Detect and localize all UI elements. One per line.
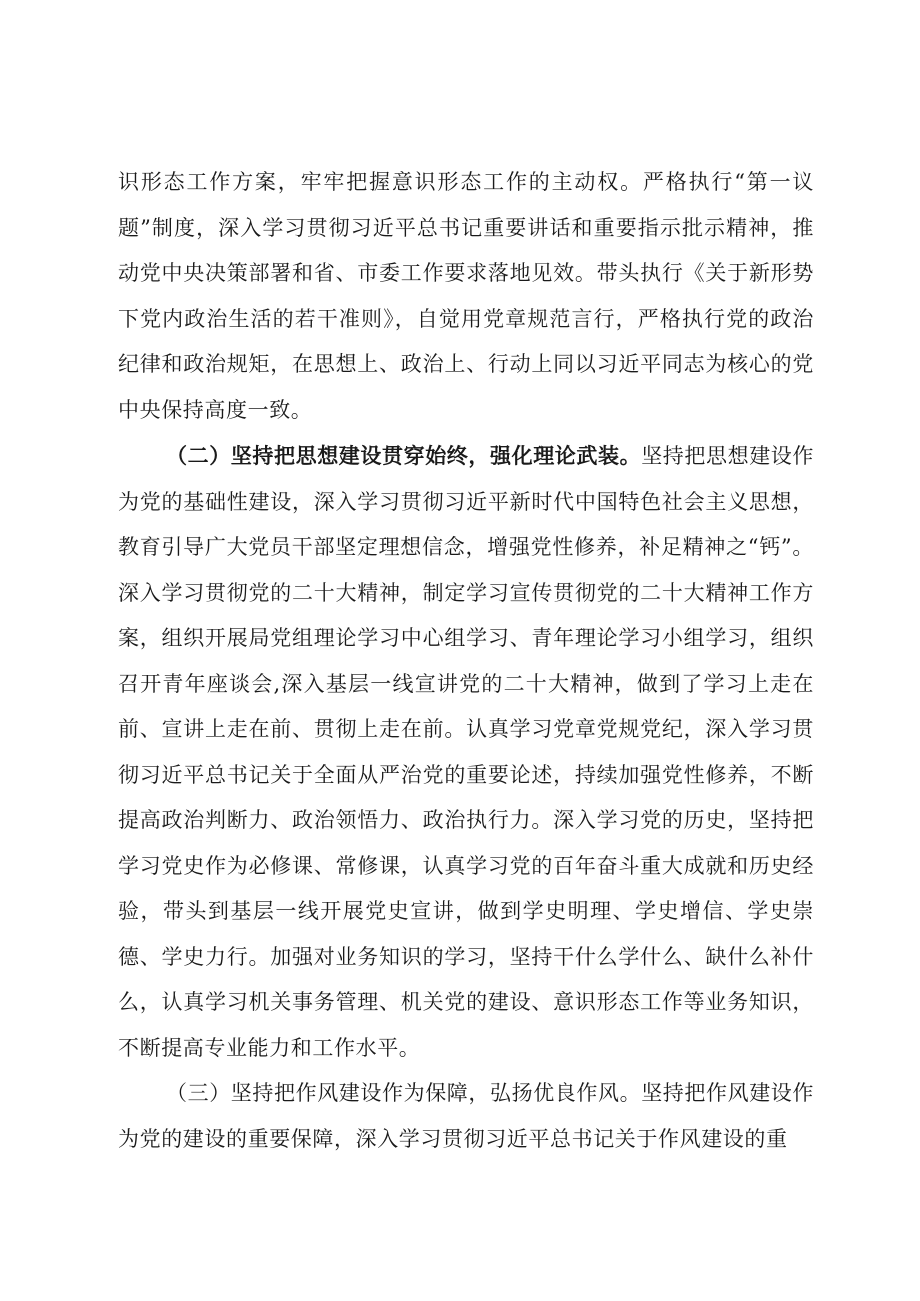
paragraph-3-text: （三）坚持把作风建设作为保障，弘扬优良作风。坚持把作风建设作为党的建设的重要保障，深入学习贯彻习近平总书记关于作风建设的重	[118, 1081, 814, 1151]
document-body	[118, 160, 814, 1162]
paragraph-1	[118, 160, 814, 433]
paragraph-3	[118, 1071, 814, 1162]
paragraph-2-text: 坚持把思想建设作为党的基础性建设，深入学习贯彻习近平新时代中国特色社会主义思想，教育引导广大党员干部坚定理想信念，增强党性修养，补足精神之“钙”。深入学习贯彻党的二十大精神，制定学习宣传贯彻党的二十大精神工作方案，组织开展局党组理论学习中心组学习、青年理论学习小组学习，组织召开青年座谈会,深入基层一线宣讲党的二十大精神，做到了学习上走在前、宣讲上走在前、贯彻上走在前。认真学习党章党规党纪，深入学习贯彻习近平总书记关于全面从严治党的重要论述，持续加强党性修养，不断提高政治判断力、政治领悟力、政治执行力。深入学习党的历史，坚持把学习党史作为必修课、常修课，认真学习党的百年奋斗重大成就和历史经验，带头到基层一线开展党史宣讲，做到学史明理、学史增信、学史崇德、学史力行。加强对业务知识的学习，坚持干什么学什么、缺什么补什么，认真学习机关事务管理、机关党的建设、意识形态工作等业务知识，不断提高专业能力和工作水平。	[118, 444, 815, 1060]
section-heading-2: （二）坚持把思想建设贯穿始终，强化理论武装。	[166, 443, 642, 468]
paragraph-2	[118, 433, 814, 1071]
paragraph-1-text: 识形态工作方案，牢牢把握意识形态工作的主动权。严格执行“第一议题”制度，深入学习贯彻习近平总书记重要讲话和重要指示批示精神，推动党中央决策部署和省、市委工作要求落地见效。带头执行《关于新形势下党内政治生活的若干准则》，自觉用党章规范言行，严格执行党的政治纪律和政治规矩，在思想上、政治上、行动上同以习近平同志为核心的党中央保持高度一致。	[118, 170, 814, 422]
